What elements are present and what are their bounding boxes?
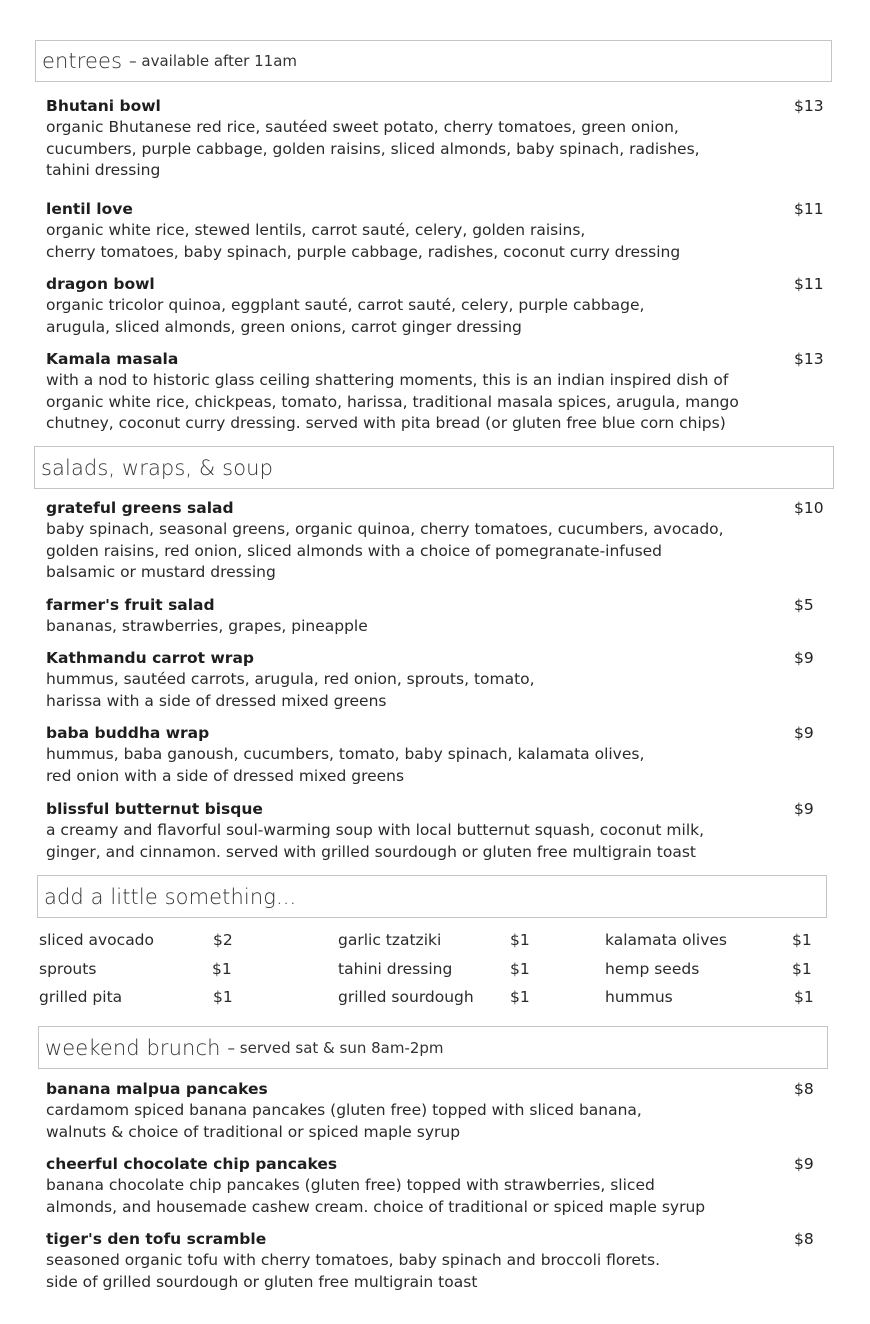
description-line: almonds, and housemade cashew cream. choice of traditional or spiced maple syrup bbox=[46, 1197, 706, 1216]
item-name: blissful butternut bisque bbox=[46, 800, 263, 818]
item-price: $13 bbox=[794, 350, 824, 368]
addon-label: kalamata olives bbox=[605, 931, 727, 949]
addon-price: $1 bbox=[510, 931, 530, 949]
item-name: Kamala masala bbox=[46, 350, 179, 368]
description-line: golden raisins, red onion, sliced almonds with a choice of pomegranate-infused bbox=[46, 541, 663, 560]
entrees-header bbox=[35, 40, 832, 82]
salads-header bbox=[34, 446, 834, 489]
item-description bbox=[46, 669, 824, 712]
item-price: $9 bbox=[794, 724, 814, 742]
item-name: dragon bowl bbox=[46, 275, 155, 293]
section-title: entrees bbox=[42, 49, 123, 73]
item-name: Kathmandu carrot wrap bbox=[46, 649, 254, 667]
menu-item bbox=[46, 96, 824, 182]
addon-price: $1 bbox=[510, 988, 530, 1006]
description-line: side of grilled sourdough or gluten free multigrain toast bbox=[46, 1272, 478, 1291]
item-name: Bhutani bowl bbox=[46, 97, 161, 115]
item-price: $10 bbox=[794, 499, 824, 517]
description-line: cherry tomatoes, baby spinach, purple cabbage, radishes, coconut curry dressing bbox=[46, 242, 681, 261]
description-line: baby spinach, seasonal greens, organic quinoa, cherry tomatoes, cucumbers, avocado, bbox=[46, 520, 724, 538]
addon-price: $1 bbox=[212, 960, 232, 978]
item-price: $9 bbox=[794, 800, 814, 818]
addon-price: $1 bbox=[213, 988, 233, 1006]
section-subtitle: – available after 11am bbox=[129, 52, 298, 70]
description-line: banana chocolate chip pancakes (gluten free) topped with strawberries, sliced bbox=[46, 1176, 655, 1194]
description-line: harissa with a side of dressed mixed greens bbox=[46, 691, 387, 710]
item-name: banana malpua pancakes bbox=[46, 1080, 268, 1098]
description-line: with a nod to historic glass ceiling shattering moments, this is an indian inspired dish of bbox=[46, 371, 729, 389]
item-price: $11 bbox=[794, 200, 824, 218]
description-line: organic white rice, chickpeas, tomato, harissa, traditional masala spices, arugula, mango bbox=[46, 392, 739, 411]
item-description bbox=[46, 519, 824, 584]
addon-price: $2 bbox=[213, 931, 233, 949]
description-line: arugula, sliced almonds, green onions, carrot ginger dressing bbox=[46, 317, 522, 336]
item-name: lentil love bbox=[46, 200, 133, 218]
menu-item bbox=[46, 1154, 824, 1218]
addon-label: hemp seeds bbox=[605, 960, 700, 978]
description-line: tahini dressing bbox=[46, 161, 161, 179]
item-price: $8 bbox=[794, 1230, 814, 1248]
item-description bbox=[46, 1100, 824, 1143]
description-line: a creamy and flavorful soul-warming soup with local butternut squash, coconut milk, bbox=[46, 821, 705, 839]
section-title: weekend brunch bbox=[45, 1035, 221, 1060]
section-subtitle: – served sat & sun 8am-2pm bbox=[227, 1038, 444, 1057]
description-line: hummus, baba ganoush, cucumbers, tomato, baby spinach, kalamata olives, bbox=[46, 745, 645, 763]
description-line: bananas, strawberries, grapes, pineapple bbox=[46, 617, 368, 635]
item-price: $13 bbox=[794, 97, 824, 115]
description-line: seasoned organic tofu with cherry tomatoes, baby spinach and broccoli florets. bbox=[46, 1251, 661, 1269]
description-line: balsamic or mustard dressing bbox=[46, 563, 276, 581]
menu-item bbox=[46, 648, 824, 712]
description-line: organic white rice, stewed lentils, carrot sauté, celery, golden raisins, bbox=[46, 221, 586, 239]
menu-item bbox=[46, 799, 824, 863]
description-line: red onion with a side of dressed mixed greens bbox=[46, 766, 405, 785]
addon-label: tahini dressing bbox=[338, 960, 453, 978]
item-price: $5 bbox=[794, 596, 814, 614]
brunch-header bbox=[38, 1026, 828, 1069]
description-line: cucumbers, purple cabbage, golden raisins, sliced almonds, baby spinach, radishes, bbox=[46, 139, 700, 158]
item-name: tiger's den tofu scramble bbox=[46, 1230, 267, 1248]
item-name: baba buddha wrap bbox=[46, 724, 210, 742]
item-name: farmer's fruit salad bbox=[46, 596, 215, 614]
description-line: ginger, and cinnamon. served with grilled sourdough or gluten free multigrain toast bbox=[46, 842, 697, 861]
item-description bbox=[46, 220, 824, 263]
item-price: $9 bbox=[794, 1155, 814, 1173]
addon-price: $1 bbox=[792, 931, 812, 949]
addon-label: grilled pita bbox=[39, 988, 123, 1006]
item-description bbox=[46, 1250, 824, 1293]
addon-price: $1 bbox=[794, 988, 814, 1006]
description-line: organic tricolor quinoa, eggplant sauté, carrot sauté, celery, purple cabbage, bbox=[46, 296, 645, 314]
addon-label: sliced avocado bbox=[39, 931, 155, 949]
section-title: add a little something... bbox=[44, 884, 297, 909]
addon-price: $1 bbox=[510, 960, 530, 978]
menu-item bbox=[46, 595, 824, 638]
item-description bbox=[46, 1175, 824, 1218]
menu-item bbox=[46, 1229, 824, 1293]
item-description bbox=[46, 370, 824, 435]
item-price: $9 bbox=[794, 649, 814, 667]
description-line: walnuts & choice of traditional or spiced maple syrup bbox=[46, 1122, 461, 1141]
menu-item bbox=[46, 723, 824, 787]
menu-item bbox=[46, 349, 824, 435]
item-price: $8 bbox=[794, 1080, 814, 1098]
item-name: cheerful chocolate chip pancakes bbox=[46, 1155, 338, 1173]
addon-price: $1 bbox=[792, 960, 812, 978]
addon-label: sprouts bbox=[39, 960, 97, 978]
menu-item bbox=[46, 199, 824, 263]
menu-item bbox=[46, 1079, 824, 1143]
item-price: $11 bbox=[794, 275, 824, 293]
description-line: organic Bhutanese red rice, sautéed sweet potato, cherry tomatoes, green onion, bbox=[46, 118, 679, 136]
addon-label: grilled sourdough bbox=[338, 988, 474, 1006]
item-description bbox=[46, 820, 824, 863]
menu-item bbox=[46, 498, 824, 584]
addon-label: hummus bbox=[605, 988, 673, 1006]
item-description bbox=[46, 616, 824, 638]
addon-label: garlic tzatziki bbox=[338, 931, 442, 949]
description-line: chutney, coconut curry dressing. served with pita bread (or gluten free blue corn chips) bbox=[46, 414, 726, 432]
item-description bbox=[46, 744, 824, 787]
description-line: cardamom spiced banana pancakes (gluten free) topped with sliced banana, bbox=[46, 1101, 642, 1119]
addons-header bbox=[37, 875, 827, 918]
section-title: salads, wraps, & soup bbox=[41, 455, 274, 480]
description-line: hummus, sautéed carrots, arugula, red onion, sprouts, tomato, bbox=[46, 670, 535, 688]
item-description bbox=[46, 117, 824, 182]
menu-item bbox=[46, 274, 824, 338]
item-description bbox=[46, 295, 824, 338]
item-name: grateful greens salad bbox=[46, 499, 234, 517]
